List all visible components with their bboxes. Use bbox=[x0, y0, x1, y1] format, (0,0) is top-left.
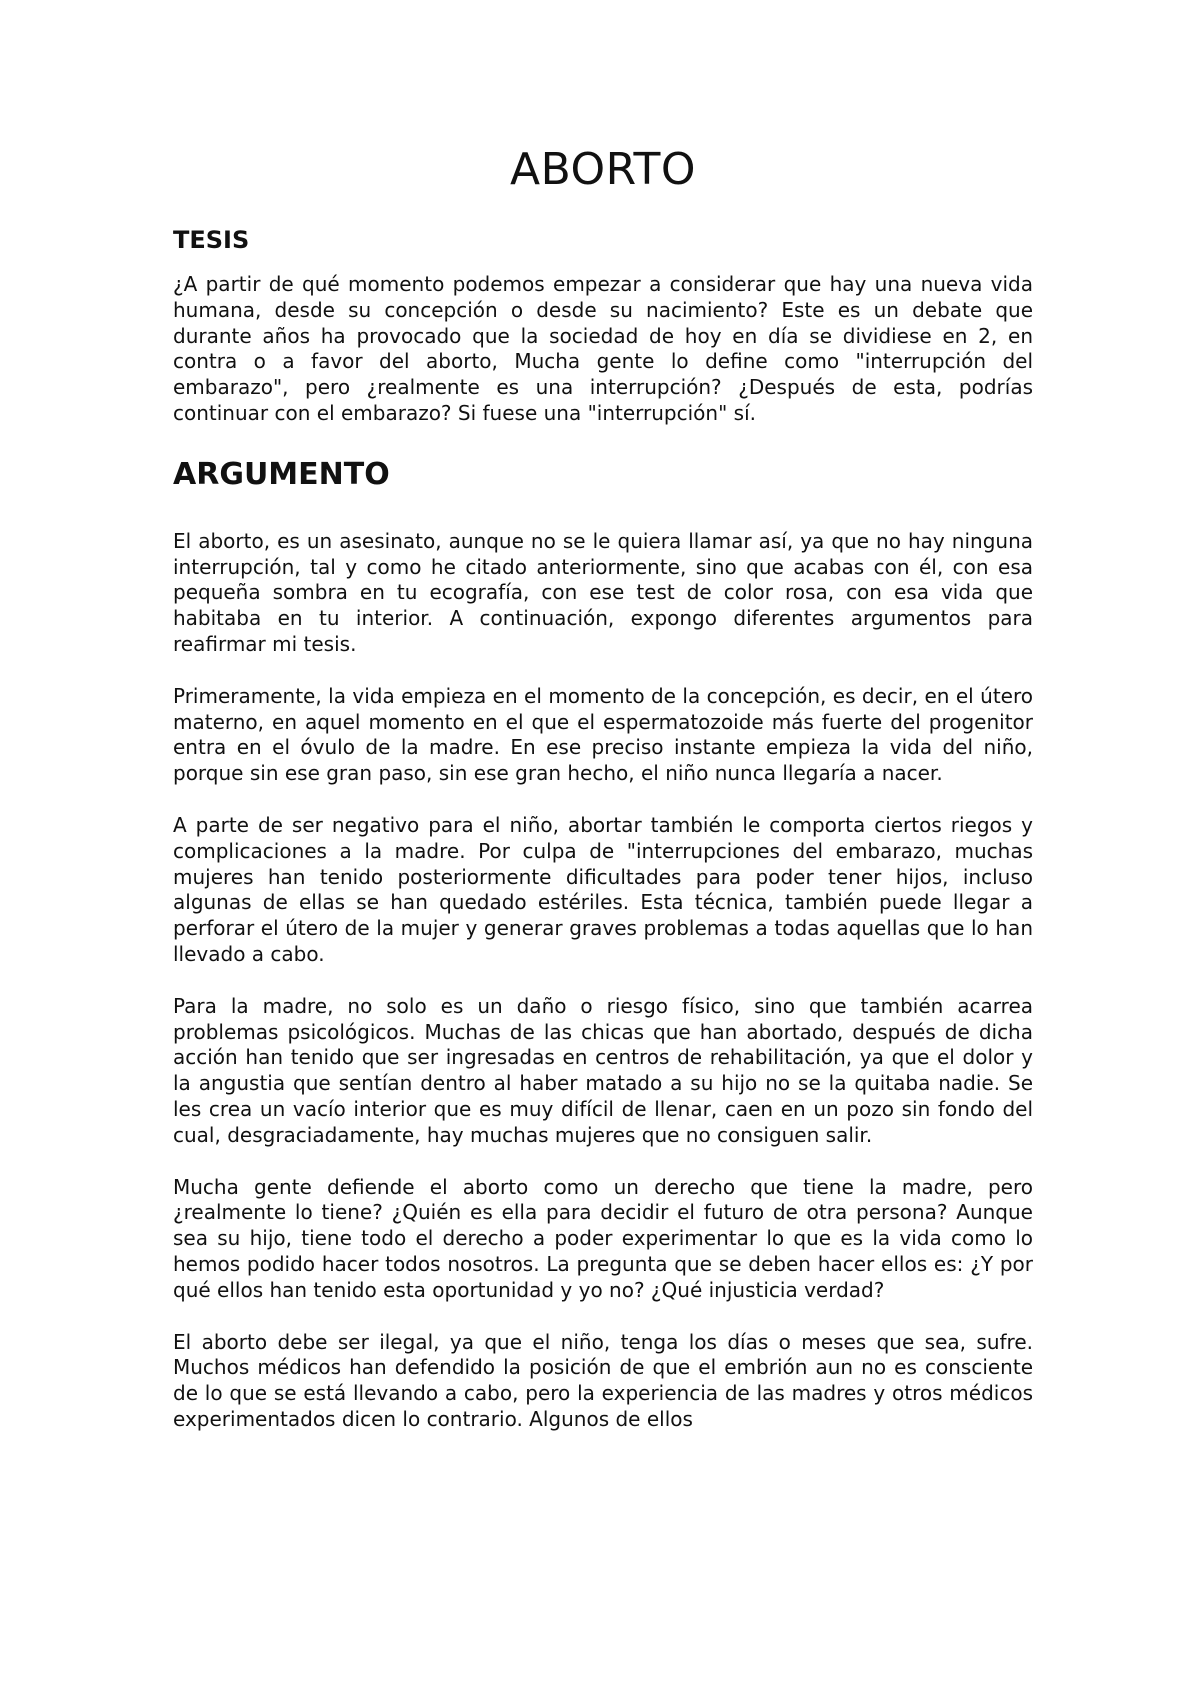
argument-paragraph-3: A parte de ser negativo para el niño, abortar también le comporta ciertos riegos y complicaciones a la madre. Por culpa de "interrupciones del embarazo, muchas mujeres han tenido posteriormente dificultades para poder tener hijos, incluso algunas de ellas se han quedado estériles. Esta técnica, también puede llegar a perforar el útero de la mujer y generar graves problemas a todas aquellas que lo han llevado a cabo. bbox=[173, 812, 1033, 966]
argument-paragraph-6: El aborto debe ser ilegal, ya que el niño, tenga los días o meses que sea, sufre. Muchos médicos han defendido la posición de que el embrión aun no es consciente de lo que se está llevando a cabo, pero la experiencia de las madres y otros médicos experimentados dicen lo contrario. Algunos de ellos bbox=[173, 1329, 1033, 1431]
argument-paragraph-5: Mucha gente defiende el aborto como un derecho que tiene la madre, pero ¿realmente lo tiene? ¿Quién es ella para decidir el futuro de otra persona? Aunque sea su hijo, tiene todo el derecho a poder experimentar lo que es la vida como lo hemos podido hacer todos nosotros. La pregunta que se deben hacer ellos es: ¿Y por qué ellos han tenido esta oportunidad y yo no? ¿Qué injusticia verdad? bbox=[173, 1174, 1033, 1302]
section-heading-tesis: TESIS bbox=[173, 226, 250, 254]
argument-paragraph-4: Para la madre, no solo es un daño o riesgo físico, sino que también acarrea problemas psicológicos. Muchas de las chicas que han abortado, después de dicha acción han tenido que ser ingresadas en centros de rehabilitación, ya que el dolor y la angustia que sentían dentro al haber matado a su hijo no se la quitaba nadie. Se les crea un vacío interior que es muy difícil de llenar, caen en un pozo sin fondo del cual, desgraciadamente, hay muchas mujeres que no consiguen salir. bbox=[173, 993, 1033, 1147]
tesis-paragraph: ¿A partir de qué momento podemos empezar a considerar que hay una nueva vida humana, desde su concepción o desde su nacimiento? Este es un debate que durante años ha provocado que la sociedad de hoy en día se dividiese en 2, en contra o a favor del aborto, Mucha gente lo define como "interrupción del embarazo", pero ¿realmente es una interrupción? ¿Después de esta, podrías continuar con el embarazo? Si fuese una "interrupción" sí. bbox=[173, 272, 1033, 425]
argument-paragraph-1: El aborto, es un asesinato, aunque no se le quiera llamar así, ya que no hay ninguna interrupción, tal y como he citado anteriormente, sino que acabas con él, con esa pequeña sombra en tu ecografía, con ese test de color rosa, con esa vida que habitaba en tu interior. A continuación, expongo diferentes argumentos para reafirmar mi tesis. bbox=[173, 528, 1033, 656]
document-title: ABORTO bbox=[509, 144, 697, 195]
document-page bbox=[173, 0, 1033, 1433]
argument-paragraph-2: Primeramente, la vida empieza en el momento de la concepción, es decir, en el útero materno, en aquel momento en el que el espermatozoide más fuerte del progenitor entra en el óvulo de la madre. En ese preciso instante empieza la vida del niño, porque sin ese gran paso, sin ese gran hecho, el niño nunca llegaría a nacer. bbox=[173, 683, 1033, 786]
section-heading-argumento: ARGUMENTO bbox=[173, 456, 390, 492]
